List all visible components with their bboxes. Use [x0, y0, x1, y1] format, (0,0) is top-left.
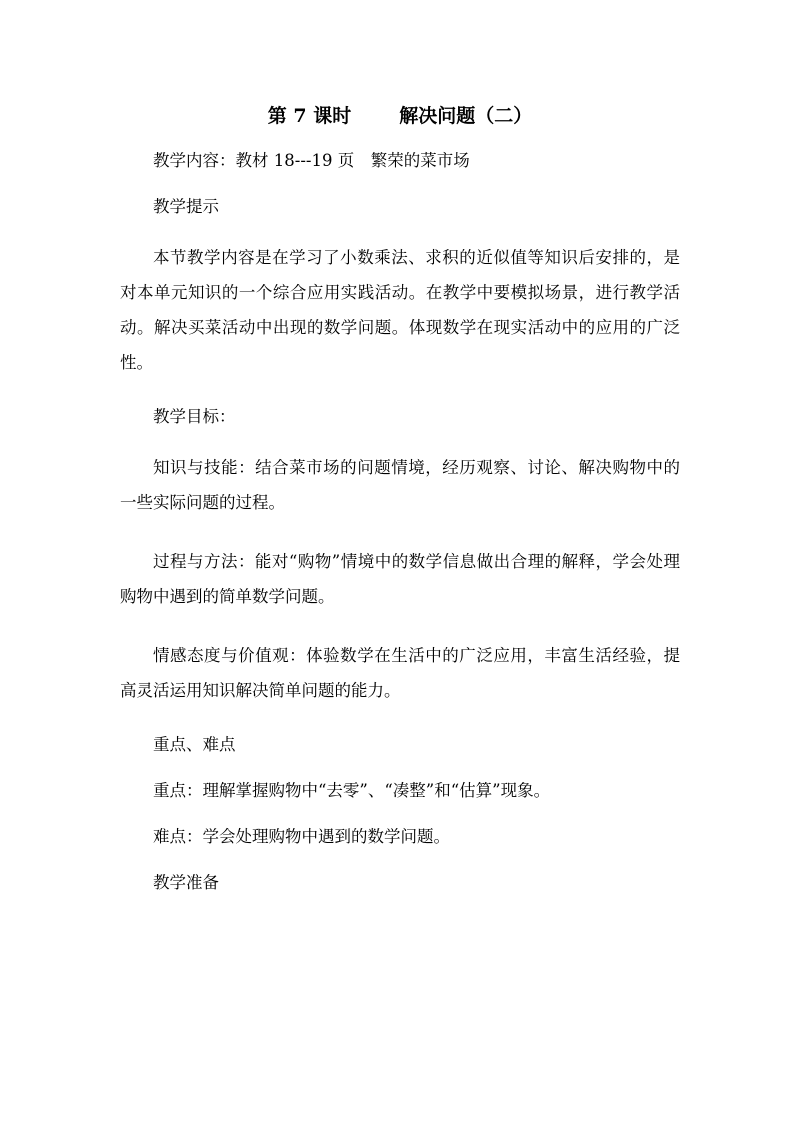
- keypoints-heading: 重点、难点: [153, 735, 236, 754]
- goals-heading: 教学目标：: [153, 407, 236, 426]
- hint-heading: 教学提示: [153, 197, 219, 216]
- content-line: 教学内容：教材 18---19 页 繁荣的菜市场: [153, 151, 470, 170]
- hint-paragraph: 本节教学内容是在学习了小数乘法、求积的近似值等知识后安排的，是对本单元知识的一个综合应用实践活动。在教学中要模拟场景，进行教学活动。解决买菜活动中出现的数学问题。体现数学在现实活动中的应用的广泛性。: [120, 248, 680, 372]
- lesson-title: [120, 100, 680, 132]
- lesson-topic: 解决问题（二）: [399, 105, 533, 127]
- prep-heading: 教学准备: [153, 873, 219, 892]
- goal-emotion: 情感态度与价值观：体验数学在生活中的广泛应用，丰富生活经验，提高灵活运用知识解决简单问题的能力。: [120, 646, 680, 700]
- lesson-number: 第 7 课时: [267, 105, 352, 127]
- goal-process: 过程与方法：能对“购物”情境中的数学信息做出合理的解释，学会处理购物中遇到的简单数学问题。: [120, 552, 680, 606]
- difficulty-line: 难点：学会处理购物中遇到的数学问题。: [153, 827, 450, 846]
- goal-knowledge: 知识与技能：结合菜市场的问题情境，经历观察、讨论、解决购物中的一些实际问题的过程。: [120, 458, 680, 512]
- keypoint-line: 重点：理解掌握购物中“去零”、“凑整”和“估算”现象。: [153, 781, 551, 800]
- document-page: [120, 100, 680, 895]
